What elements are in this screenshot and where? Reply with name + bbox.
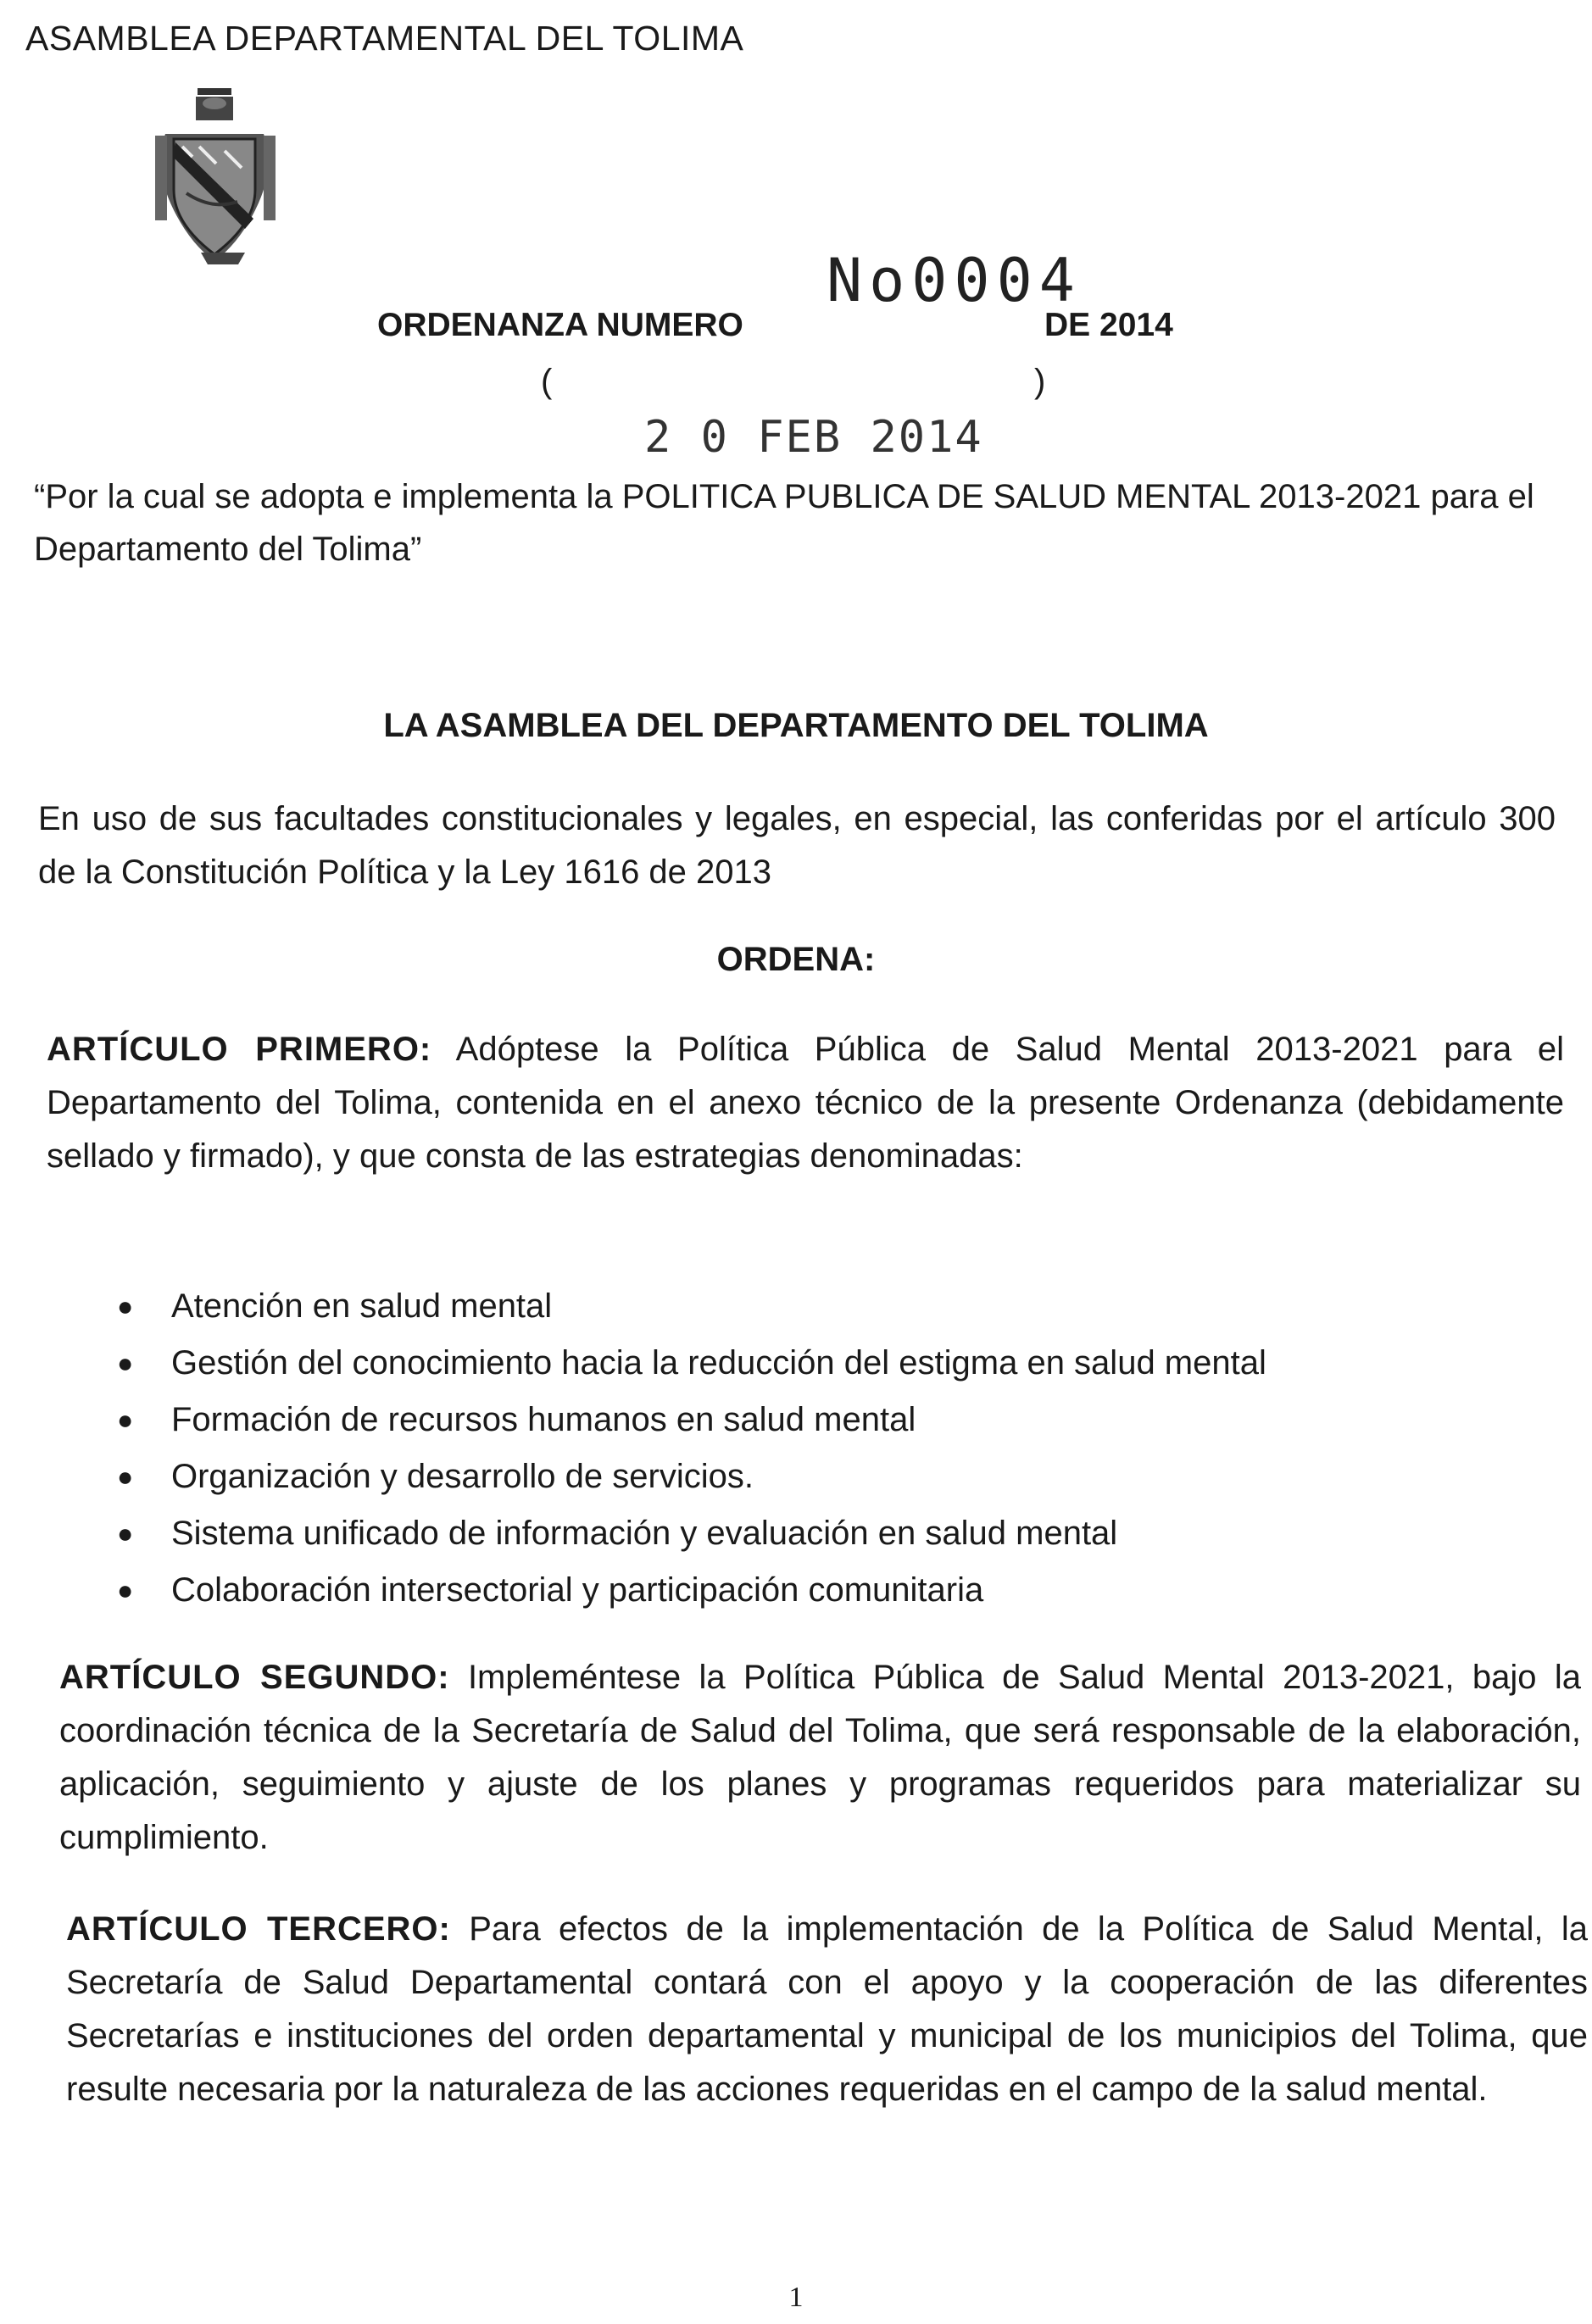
bullet-icon: ● bbox=[117, 1575, 134, 1605]
article-primero-label: ARTÍCULO PRIMERO: bbox=[47, 1031, 432, 1068]
article-segundo bbox=[59, 1651, 1581, 1865]
list-item: ● Formación de recursos humanos en salud mental bbox=[110, 1392, 1266, 1448]
date-stamp: 2 0 FEB 2014 bbox=[644, 412, 983, 463]
ordinance-subject: “Por la cual se adopta e implementa la POLITICA PUBLICA DE SALUD MENTAL 2013-2021 para el Departamento del Tolima” bbox=[34, 478, 1534, 568]
article-segundo-text: Impleméntese la Política Pública de Salud Mental 2013-2021, bajo la coordinación técnica de la Secretaría de Salud del Tolima, que será responsable de la elaboración, aplicación, seguimiento y ajuste de los planes y programas requeridos para materializar su cumplimiento. bbox=[59, 1659, 1581, 1856]
bullet-icon: ● bbox=[117, 1461, 134, 1492]
article-tercero bbox=[66, 1903, 1588, 2116]
assembly-heading: LA ASAMBLEA DEL DEPARTAMENTO DEL TOLIMA bbox=[383, 707, 1209, 744]
ordinance-title-left: ORDENANZA NUMERO bbox=[377, 307, 743, 343]
open-paren: ( bbox=[541, 363, 553, 400]
close-paren: ) bbox=[1034, 363, 1046, 400]
ordena-heading: ORDENA: bbox=[716, 941, 876, 978]
list-item: ● Colaboración intersectorial y participación comunitaria bbox=[110, 1562, 1266, 1619]
page-number: 1 bbox=[788, 2282, 804, 2313]
institution-header: ASAMBLEA DEPARTAMENTAL DEL TOLIMA bbox=[25, 19, 744, 58]
article-segundo-label: ARTÍCULO SEGUNDO: bbox=[59, 1659, 450, 1696]
coat-of-arms-icon bbox=[148, 83, 297, 270]
bullet-icon: ● bbox=[117, 1404, 134, 1435]
list-item: ● Sistema unificado de información y evaluación en salud mental bbox=[110, 1505, 1266, 1562]
authority-paragraph: En uso de sus facultades constitucionales y legales, en especial, las conferidas por el artículo 300 de la Constitución Política y la Ley 1616 de 2013 bbox=[38, 800, 1556, 891]
bullet-icon: ● bbox=[117, 1291, 134, 1321]
article-primero bbox=[47, 1023, 1564, 1183]
list-item: ● Gestión del conocimiento hacia la reducción del estigma en salud mental bbox=[110, 1335, 1266, 1392]
article-primero-text: Adóptese la Política Pública de Salud Mental 2013-2021 para el Departamento del Tolima, contenida en el anexo técnico de la presente Ordenanza (debidamente sellado y firmado), y que consta de las estrategias denominadas: bbox=[47, 1031, 1564, 1175]
article-tercero-text: Para efectos de la implementación de la Política de Salud Mental, la Secretaría de Salud Departamental contará con el apoyo y la cooperación de las diferentes Secretarías e instituciones del orden departamental y municipal de los municipios del Tolima, que resulte necesaria por la naturaleza de las acciones requeridas en el campo de la salud mental. bbox=[66, 1910, 1589, 2108]
list-item: ● Organización y desarrollo de servicios. bbox=[110, 1448, 1266, 1505]
ordinance-number-stamp: No0004 bbox=[827, 246, 1082, 315]
strategies-list bbox=[110, 1278, 1266, 1619]
bullet-icon: ● bbox=[117, 1518, 134, 1548]
list-item: ● Atención en salud mental bbox=[110, 1278, 1266, 1335]
ordinance-title-right: DE 2014 bbox=[1044, 307, 1173, 343]
article-tercero-label: ARTÍCULO TERCERO: bbox=[66, 1910, 451, 1948]
bullet-icon: ● bbox=[117, 1348, 134, 1378]
